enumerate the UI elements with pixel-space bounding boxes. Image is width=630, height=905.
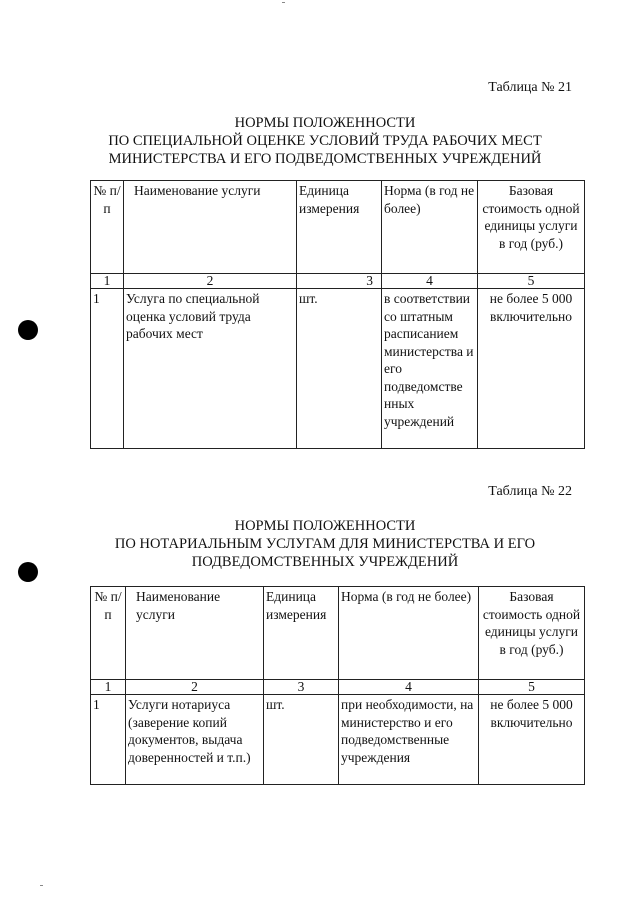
header-cell-number: № п/п [91, 181, 124, 274]
number-cell: 5 [478, 274, 585, 289]
heading-line: ПО СПЕЦИАЛЬНОЙ ОЦЕНКЕ УСЛОВИЙ ТРУДА РАБОЧИХ МЕСТ [108, 133, 542, 149]
table-row [91, 289, 585, 449]
row-cost: не более 5 000 включительно [478, 289, 585, 449]
table-row [91, 695, 585, 785]
number-cell: 4 [339, 680, 479, 695]
row-unit: шт. [264, 695, 339, 785]
number-cell: 3 [297, 274, 382, 289]
header-cell-unit: Единица измерения [297, 181, 382, 274]
punch-hole-top [18, 320, 38, 340]
table-header-row [91, 181, 585, 274]
number-cell: 3 [264, 680, 339, 695]
table-22-label: Таблица № 22 [488, 484, 572, 499]
table-21 [90, 180, 585, 449]
punch-hole-bottom [18, 562, 38, 582]
header-cell-number: № п/п [91, 587, 126, 680]
number-cell: 1 [91, 274, 124, 289]
header-cell-norm: Норма (в год не более) [339, 587, 479, 680]
row-unit: шт. [297, 289, 382, 449]
scan-speck [282, 2, 285, 3]
header-cell-name: Наименование услуги [124, 181, 297, 274]
number-cell: 2 [124, 274, 297, 289]
table-21-label: Таблица № 21 [488, 80, 572, 95]
number-cell: 1 [91, 680, 126, 695]
heading-line: МИНИСТЕРСТВА И ЕГО ПОДВЕДОМСТВЕННЫХ УЧРЕЖДЕНИЙ [108, 151, 542, 167]
header-cell-name: Наименование услуги [126, 587, 264, 680]
row-cost: не более 5 000 включительно [479, 695, 585, 785]
scan-speck [40, 885, 43, 886]
heading-line: НОРМЫ ПОЛОЖЕННОСТИ [234, 115, 416, 131]
row-norm: в соответствии со штатным расписанием министерства и его подведомстве нных учреждений [382, 289, 478, 449]
table-number-row [91, 680, 585, 695]
row-service-name: Услуги нотариуса (заверение копий документов, выдача доверенностей и т.п.) [126, 695, 264, 785]
table-header-row [91, 587, 585, 680]
row-norm: при необходимости, на министерство и его подведомственные учреждения [339, 695, 479, 785]
header-cell-unit: Единица измерения [264, 587, 339, 680]
table-21-heading [60, 114, 590, 168]
header-cell-cost: Базовая стоимость одной единицы услуги в год (руб.) [478, 181, 585, 274]
heading-line: ПОДВЕДОМСТВЕННЫХ УЧРЕЖДЕНИЙ [191, 554, 459, 570]
number-cell: 5 [479, 680, 585, 695]
number-cell: 4 [382, 274, 478, 289]
table-22 [90, 586, 585, 785]
row-number: 1 [91, 695, 126, 785]
heading-line: НОРМЫ ПОЛОЖЕННОСТИ [234, 518, 416, 534]
heading-line: ПО НОТАРИАЛЬНЫМ УСЛУГАМ ДЛЯ МИНИСТЕРСТВА И ЕГО [114, 536, 536, 552]
row-number: 1 [91, 289, 124, 449]
number-cell: 2 [126, 680, 264, 695]
header-cell-norm: Норма (в год не более) [382, 181, 478, 274]
table-22-heading [60, 517, 590, 571]
table-number-row [91, 274, 585, 289]
row-service-name: Услуга по специальной оценка условий труда рабочих мест [124, 289, 297, 449]
header-cell-cost: Базовая стоимость одной единицы услуги в год (руб.) [479, 587, 585, 680]
